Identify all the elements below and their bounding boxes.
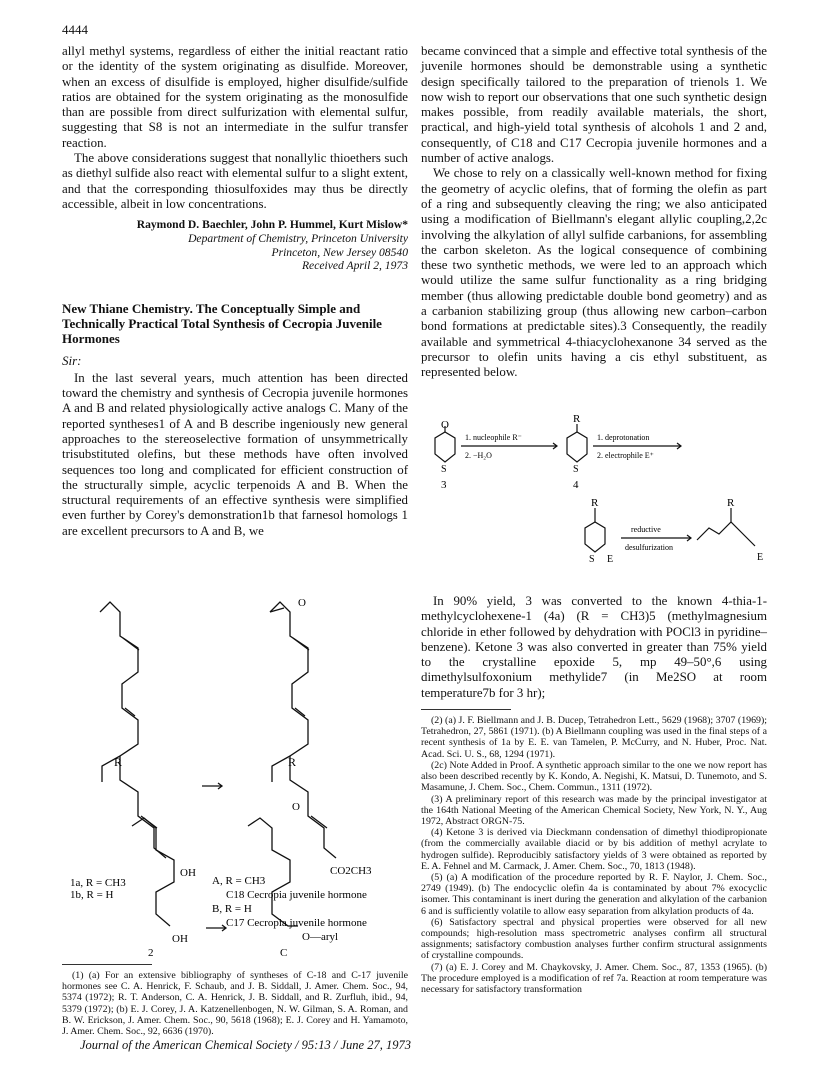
step1-nucleophile: 1. nucleophile R⁻	[465, 433, 522, 442]
footnote: (1) (a) For an extensive bibliography of syntheses of C-18 and C-17 juvenile hormones see C. A. Henrick, F. Schaub, and J. B. Siddall, J. Amer. Chem. Soc., 94, 5374 (1972); R. T. Anderson, C. A. Henrick, J. B. Siddall, and R. Zurfluh, ibid., 94, 5379 (1972); (b) E. J. Corey, J. A. Katzenellenbogen, N. W. Gilman, S. A. Roman, and B. W. Erickson, J. Amer. Chem. Soc., 90, 5618 (1968); E. J. Corey and H. Yamamoto, J. Amer. Chem. Soc., 92, 6636 (1970).	[62, 970, 408, 1038]
label-r-4: R	[573, 413, 581, 425]
footnote: (6) Satisfactory spectral and physical properties were observed for all new compounds; high-resolution mass spectrometric analyses confirm all structural assignments; satisfactory combustion analyses further confirm structural assignments of crystalline compounds.	[421, 916, 767, 962]
label-o-aryl: O—aryl	[302, 931, 339, 943]
footnote: (4) Ketone 3 is derived via Dieckmann condensation of dimethyl thiodipropionate (from the commercially available diacid or by bis addition of methyl acrylate to hydrogen sulfide). Reproducibly satisfactory yields of 3 were obtained as reported by E. A. Fehnel and M. Carmack, J. Amer. Chem. Soc., 70, 1813 (1948).	[421, 827, 767, 872]
label-r-olefin: R	[727, 497, 735, 509]
right-column-lower	[421, 594, 767, 995]
received-date: Received April 2, 1973	[301, 259, 408, 273]
structure-c-skeleton	[248, 818, 298, 926]
structure-2-skeleton	[132, 818, 174, 926]
step2-deprotonation: 1. deprotonation	[597, 433, 650, 442]
desc-b: C17 Cecropia juvenile hormone	[226, 917, 367, 929]
label-1b: 1b, R = H	[70, 889, 114, 901]
label-s-product: S	[589, 554, 595, 565]
footnote-rule	[421, 709, 511, 710]
label-oh-2: OH	[172, 933, 188, 945]
footnote: (2c) Note Added in Proof. A synthetic approach similar to the one we now report has also been described recently by K. Kondo, A. Negishi, K. Matsui, D. Tunemoto, and S. Masamune, J. Chem. Soc., Chem. Commun., 1311 (1972).	[421, 759, 767, 794]
label-4: 4	[573, 479, 579, 491]
label-carbonyl-o: O	[441, 419, 449, 431]
structure-1-skeleton	[100, 602, 166, 858]
page-number: 4444	[62, 22, 88, 37]
footnote-rule	[62, 964, 152, 965]
body-paragraph: The above considerations suggest that nonallylic thioethers such as diethyl sulfide also react with elemental sulfur to a slight extent, and that the corresponding thiosulfoxides may thus be directly accessible, albeit in low concentrations.	[62, 151, 408, 211]
salutation: Sir:	[62, 352, 82, 368]
body-paragraph: In 90% yield, 3 was converted to the known 4-thia-1-methylcyclohexene-1 (4a) (R = CH3)5 (methylmagnesium chloride in ether followed by dehydration with POCl3 in pyridine–benzene). Ketone 3 was also converted in greater than 75% yield to the crystalline epoxide 5, mp 49–50°,6 using dimethylsulfoxonium methylide7 (in Me2SO at room temperature7b for 3 hr);	[421, 594, 767, 700]
reaction-scheme	[421, 413, 767, 590]
thiane-ring-4	[567, 432, 587, 462]
step2-electrophile: 2. electrophile E⁺	[597, 451, 654, 460]
label-a: A, R = CH3	[212, 875, 266, 887]
body-paragraph: In the last several years, much attention has been directed toward the chemistry and synthesis of Cecropia juvenile hormones A and B and related physiologically active analogs C. Many of the reported syntheses1 of A and B describe ingeniously new general approaches to the stereoselective formation of unsymmetrically trisubstituted olefins, but these methods have often involved sequences too long and complicated for efficient construction of the structurally simple, acyclic terpenoids A and B. When the structural requirements of an effective synthesis were simplified even further by Corey's demonstration1b that farnesol homologs 1 are excellent precursors to A and B, we	[62, 370, 408, 538]
label-1a: 1a, R = CH3	[70, 877, 126, 889]
affiliation-address: Princeton, New Jersey 08540	[271, 245, 408, 259]
label-c: C	[280, 947, 288, 959]
article-title: New Thiane Chemistry. The Conceptually Simple and Technically Practical Total Synthesis of Cecropia Juvenile Hormones	[62, 300, 382, 346]
author-list: Raymond D. Baechler, John P. Hummel, Kurt Mislow*	[136, 218, 408, 232]
label-e-olefin: E	[757, 552, 764, 563]
step1-dehydration: 2. −H₂O	[465, 451, 492, 460]
label-s-3: S	[441, 464, 447, 475]
right-column	[421, 44, 767, 381]
step3-desulfurization: desulfurization	[625, 543, 673, 552]
label-epoxide-o-c: O	[292, 801, 300, 813]
label-ester: CO2CH3	[330, 865, 372, 877]
thiane-ring-product	[585, 522, 605, 552]
left-column	[62, 44, 408, 539]
label-epoxide-o: O	[298, 597, 306, 609]
footnote: (2) (a) J. F. Biellmann and J. B. Ducep, Tetrahedron Lett., 5629 (1968); 3707 (1969); Tetrahedron, 27, 5861 (1971). (b) A Biellmann coupling was used in the final steps of a recent synthesis of 1a by E. E. van Tamelen, P. McCurry, and N. Huber, Proc. Nat. Acad. Sci. U. S., 68, 1294 (1971).	[421, 715, 767, 760]
label-oh-1: OH	[180, 867, 196, 879]
journal-footer: Journal of the American Chemical Society / 95:13 / June 27, 1973	[80, 1038, 411, 1052]
structures-figure	[62, 596, 412, 958]
olefin-product	[697, 522, 755, 546]
label-r-1: R	[114, 755, 123, 769]
label-r-product: R	[591, 497, 599, 509]
label-r-a: R	[288, 755, 297, 769]
label-3: 3	[441, 479, 447, 491]
thiane-ring-3	[435, 432, 455, 462]
label-e-product: E	[607, 554, 614, 565]
step3-reductive: reductive	[631, 525, 661, 534]
structure-a-skeleton	[270, 602, 336, 858]
desc-a: C18 Cecropia juvenile hormone	[226, 889, 367, 901]
footnote: (7) (a) E. J. Corey and M. Chaykovsky, J. Amer. Chem. Soc., 87, 1353 (1965). (b) The procedure employed is a modification of ref 7a. Reaction at room temperature was necessary for satisfactory transformation	[421, 961, 767, 995]
body-paragraph: We chose to rely on a classically well-known method for fixing the geometry of acyclic olefins, that of forming the olefin as part of a ring and subsequently cleaving the ring; we also anticipated using a modification of Biellmann's elegant allylic coupling,2,2c involving the alkylation of allyl sulfide carbanions, for assembling the carbon skeleton. As the logical consequence of combining these two synthetic methods, we were led to an approach which would utilize the same sulfur functionality as a ring bridging member (thus allowing predictable double bond geometry) and as a carbanion stabilizing group (thus allowing new carbon–carbon bond formations at predictable sites).3 Consequently, the readily available and symmetrical 4-thiacyclohexanone 34 served as the precursor to olefin units having a cis ethyl substituent, as represented below.	[421, 166, 767, 380]
label-b: B, R = H	[212, 903, 252, 915]
body-paragraph: allyl methyl systems, regardless of either the initial reactant ratio or the identity of the system originating as disulfide. Moreover, when an excess of disulfide is employed, higher disulfide/sulfide ratios are obtained for the system originating as the monosulfide than are possible from direct sulfurization with elemental sulfur, suggesting that S8 is not an intermediate in the sulfur transfer reaction.	[62, 44, 408, 150]
label-2: 2	[148, 947, 154, 959]
affiliation: Department of Chemistry, Princeton University	[188, 232, 408, 246]
body-paragraph: became convinced that a simple and effective total synthesis of the juvenile hormones should be demonstrable using a synthetic design specifically tailored to the preparation of trienols 1. We now wish to report our observations that one such synthetic design makes possible, from readily available materials, the short, practical, and high-yield total synthesis of alcohols 1 and 2 and, consequently, of C18 and C17 Cecropia juvenile hormones and a number of active analogs.	[421, 44, 767, 166]
footnote: (5) (a) A modification of the procedure reported by R. F. Naylor, J. Chem. Soc., 2749 (1949). (b) The endocyclic olefin 4a is contaminated by about 7% exocyclic isomer. This contaminant is inert during the generation and alkylation of the carbanion 6 and is sufficiently volatile to allow easy separation from alkylation products of 4a.	[421, 871, 767, 917]
left-footnotes	[62, 960, 408, 1037]
footnote: (3) A preliminary report of this research was made by the principal investigator at the 164th National Meeting of the American Chemical Society, New York, N. Y., Aug 1972, Abstract ORGN-75.	[421, 793, 767, 827]
label-s-4: S	[573, 464, 579, 475]
